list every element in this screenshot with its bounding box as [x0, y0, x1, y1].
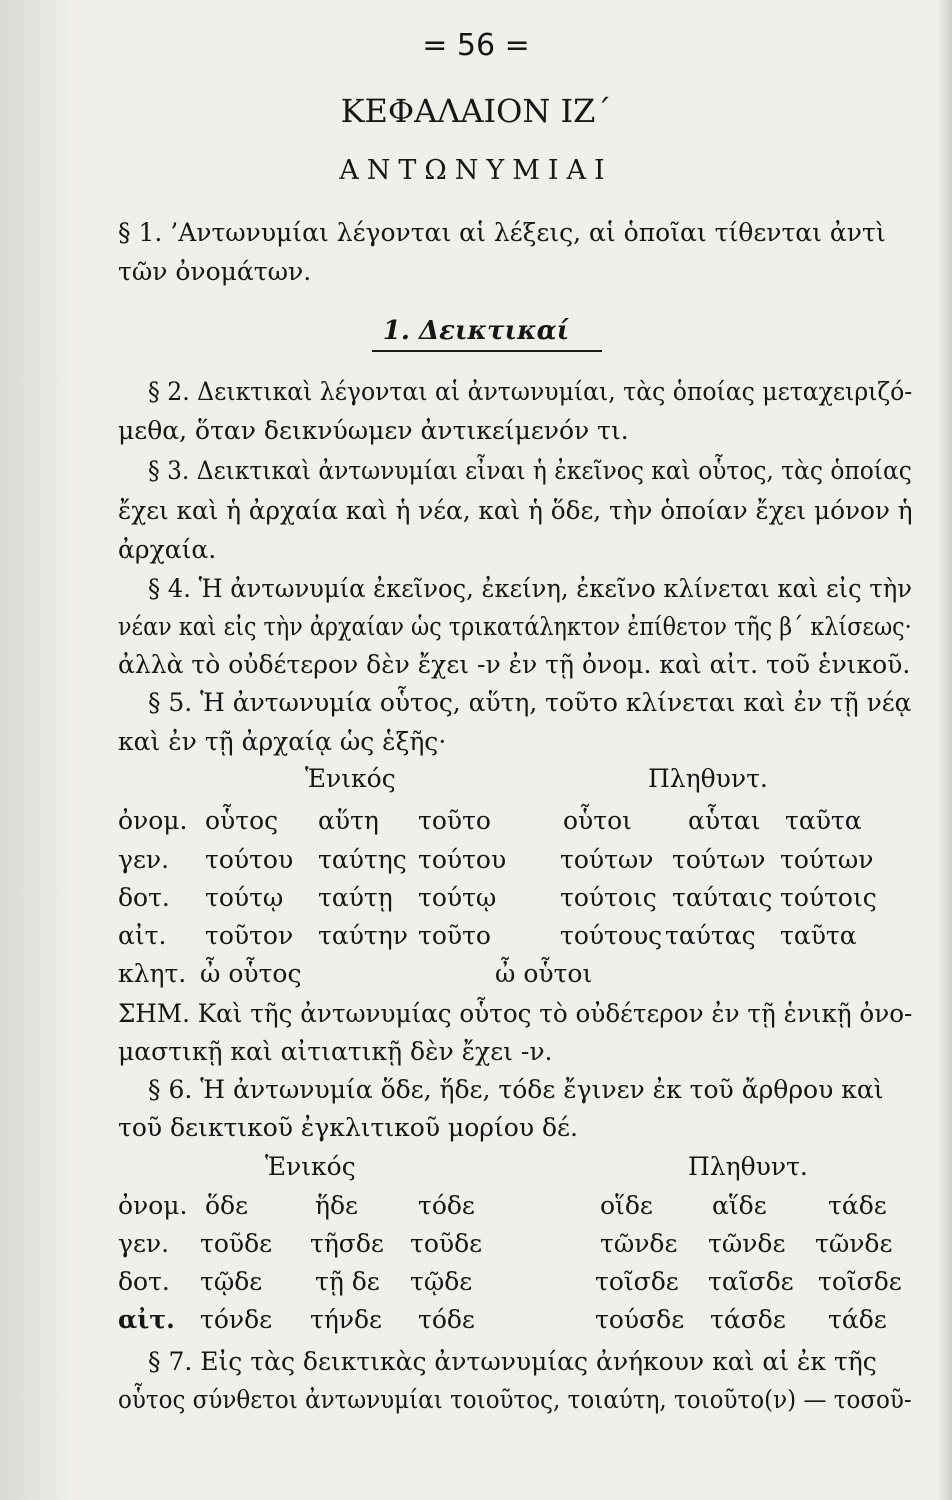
table-1-case: δοτ.: [118, 883, 170, 912]
chapter-subtitle: ΑΝΤΩΝΥΜΙΑΙ: [339, 155, 613, 186]
table-1-cell: τούτων: [560, 845, 654, 874]
table-1-cell: οὗτοι: [563, 806, 632, 835]
table-1-cell: ταύτῃ: [318, 883, 393, 912]
table-2-cell: τοῦδε: [410, 1229, 483, 1258]
table-2-cell: τούσδε: [595, 1305, 685, 1334]
table-1-cell: ταύταις: [672, 883, 773, 912]
paragraph-7-line-1: § 7. Εἰς τὰς δεικτικὰς ἀντωνυμίας ἀνήκουν καὶ αἱ ἐκ τῆς: [148, 1347, 877, 1376]
page-edge-shadow: [938, 0, 952, 1500]
table-1-cell: τούτων: [672, 845, 766, 874]
table-1-case: ὀνομ.: [118, 806, 188, 835]
paragraph-7-line-2: οὗτος σύνθετοι ἀντωνυμίαι τοιοῦτος, τοιαύτη, τοιοῦτο(ν) — τοσοῦ-: [118, 1385, 912, 1414]
table-1-cell: τοῦτο: [418, 921, 491, 950]
table-1-cell: τούτου: [205, 845, 294, 874]
facing-page-shadow: [0, 0, 70, 1500]
table-2-cell: τῶνδε: [815, 1229, 893, 1258]
paragraph-3-line-1: § 3. Δεικτικαὶ ἀντωνυμίαι εἶναι ἡ ἐκεῖνος καὶ οὗτος, τὰς ὁποίας: [148, 456, 912, 485]
table-2-cell: τόδε: [418, 1305, 475, 1334]
table-1-cell: οὗτος: [205, 806, 279, 835]
paragraph-1-line-1: § 1. ’Αντωνυμίαι λέγονται αἱ λέξεις, αἱ ὁποῖαι τίθενται ἀντὶ: [118, 218, 886, 247]
paragraph-2-line-2: μεθα, ὅταν δεικνύωμεν ἀντικείμενόν τι.: [118, 416, 629, 445]
paragraph-4-line-1: § 4. Ἡ ἀντωνυμία ἐκεῖνος, ἐκείνη, ἐκεῖνο κλίνεται καὶ εἰς τὴν: [148, 574, 912, 603]
table-1-cell: τοῦτο: [418, 806, 491, 835]
table-1-cell: τοῦτον: [205, 921, 294, 950]
table-2-cell: τάσδε: [710, 1305, 786, 1334]
table-1-plural-header: Πληθυντ.: [648, 764, 768, 793]
table-2-cell: τόνδε: [200, 1305, 273, 1334]
table-2-cell: ταῖσδε: [708, 1267, 794, 1296]
table-2-cell: τάδε: [828, 1305, 887, 1334]
table-2-cell: τοῖσδε: [595, 1267, 679, 1296]
table-1-cell: ταύτης: [318, 845, 407, 874]
paragraph-5-line-1: § 5. Ἡ ἀντωνυμία οὗτος, αὕτη, τοῦτο κλίνεται καὶ ἐν τῇ νέᾳ: [148, 688, 912, 717]
table-1-cell: ὦ οὗτοι: [495, 959, 593, 988]
table-2-case: δοτ.: [118, 1267, 170, 1296]
table-2-cell: τῷδε: [410, 1267, 473, 1296]
table-2-cell: ἥδε: [315, 1191, 358, 1220]
table-2-cell: τοῦδε: [200, 1229, 273, 1258]
paragraph-4-line-2: νέαν καὶ εἰς τὴν ἀρχαίαν ὡς τρικατάληκτον ἐπίθετον τῆς β΄ κλίσεως·: [118, 612, 912, 641]
paragraph-4-line-3: ἀλλὰ τὸ οὐδέτερον δὲν ἔχει -ν ἐν τῇ ὀνομ. καὶ αἰτ. τοῦ ἑνικοῦ.: [118, 650, 911, 679]
table-1-cell: τούτων: [780, 845, 874, 874]
table-2-case: ὀνομ.: [118, 1191, 188, 1220]
paragraph-3-line-2: ἔχει καὶ ἡ ἀρχαία καὶ ἡ νέα, καὶ ἡ ὅδε, τὴν ὁποίαν ἔχει μόνον ἡ: [118, 496, 913, 525]
table-2-case: αἰτ.: [118, 1305, 175, 1334]
table-2-cell: τῶνδε: [708, 1229, 786, 1258]
paragraph-5-line-2: καὶ ἐν τῇ ἀρχαίᾳ ὡς ἑξῆς·: [118, 727, 447, 756]
table-1-cell: ταύτας: [665, 921, 756, 950]
table-1-singular-header: Ἑνικός: [305, 764, 396, 793]
paragraph-6-line-1: § 6. Ἡ ἀντωνυμία ὅδε, ἥδε, τόδε ἔγινεν ἐκ τοῦ ἄρθρου καὶ: [148, 1075, 884, 1104]
table-1-cell: τούτοις: [780, 883, 877, 912]
table-2-cell: τῷδε: [200, 1267, 263, 1296]
note-line-2: μαστικῇ καὶ αἰτιατικῇ δὲν ἔχει -ν.: [118, 1037, 553, 1066]
table-1-cell: ὦ οὗτος: [200, 959, 302, 988]
table-1-cell: τούτου: [418, 845, 507, 874]
table-2-cell: τόδε: [418, 1191, 475, 1220]
table-2-cell: τῆσδε: [310, 1229, 384, 1258]
table-1-cell: ταῦτα: [785, 806, 862, 835]
table-2-cell: τάδε: [828, 1191, 887, 1220]
section-heading: 1. Δεικτικαί: [382, 316, 570, 346]
table-1-cell: ταῦτα: [780, 921, 857, 950]
table-1-cell: αὕτη: [318, 806, 379, 835]
paragraph-3-line-3: ἀρχαία.: [118, 535, 217, 564]
table-2-case: γεν.: [118, 1229, 170, 1258]
paragraph-1-line-2: τῶν ὀνομάτων.: [118, 257, 312, 286]
table-2-cell: τῇ δε: [315, 1267, 380, 1296]
table-1-case: αἰτ.: [118, 921, 167, 950]
table-2-cell: τήνδε: [310, 1305, 383, 1334]
table-1-case: κλητ.: [118, 959, 187, 988]
table-2-plural-header: Πληθυντ.: [688, 1152, 808, 1181]
page-number: = 56 =: [422, 28, 530, 63]
paragraph-6-line-2: τοῦ δεικτικοῦ ἐγκλιτικοῦ μορίου δέ.: [118, 1113, 578, 1142]
table-1-cell: τούτῳ: [418, 883, 497, 912]
table-2-cell: τοῖσδε: [818, 1267, 902, 1296]
paragraph-2-line-1: § 2. Δεικτικαὶ λέγονται αἱ ἀντωνυμίαι, τὰς ὁποίας μεταχειριζό-: [148, 377, 913, 406]
table-1-cell: αὗται: [688, 806, 761, 835]
table-2-singular-header: Ἑνικός: [265, 1152, 356, 1181]
table-2-cell: τῶνδε: [600, 1229, 678, 1258]
table-2-cell: αἵδε: [712, 1191, 767, 1220]
chapter-title: ΚΕΦΑΛΑΙΟΝ ΙΖ΄: [340, 92, 612, 130]
table-2-cell: οἵδε: [600, 1191, 653, 1220]
table-1-cell: τούτοις: [560, 883, 657, 912]
table-1-case: γεν.: [118, 845, 170, 874]
table-2-cell: ὅδε: [205, 1191, 249, 1220]
section-heading-rule: [372, 350, 602, 352]
note-line-1: ΣΗΜ. Καὶ τῆς ἀντωνυμίας οὗτος τὸ οὐδέτερον ἐν τῇ ἑνικῇ ὀνο-: [118, 999, 913, 1028]
table-1-cell: τούτους: [560, 921, 663, 950]
table-1-cell: τούτῳ: [205, 883, 284, 912]
table-1-cell: ταύτην: [318, 921, 408, 950]
